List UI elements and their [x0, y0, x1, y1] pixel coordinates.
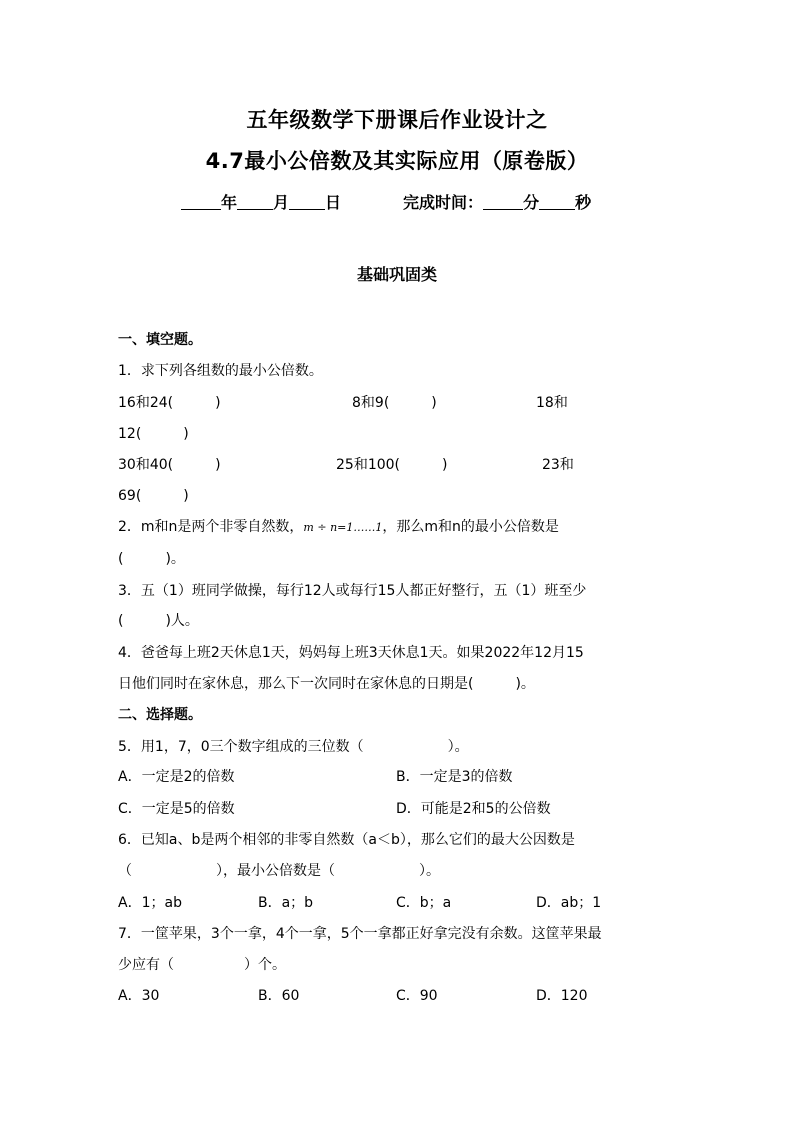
q1-item-30-40: 30和40( ): [118, 457, 221, 473]
second-label: 秒: [575, 193, 592, 212]
q7-option-a[interactable]: A．30: [118, 988, 160, 1004]
part1-heading: 一、填空题。: [118, 332, 202, 348]
q1-row-1: [118, 394, 718, 412]
date-time-line: [181, 190, 591, 213]
second-blank[interactable]: [539, 193, 575, 210]
q2-cont: ( )。: [118, 551, 185, 567]
q2-pre: 2．m和n是两个非零自然数，: [118, 519, 304, 535]
q6-option-b[interactable]: B．a；b: [258, 895, 314, 911]
q1-item-25-100: 25和100( ): [336, 457, 448, 473]
q7-option-d[interactable]: D．120: [536, 988, 588, 1004]
q1-row-2-cont: 69( ): [118, 488, 189, 504]
q5-option-b[interactable]: B．一定是3的倍数: [396, 769, 513, 785]
q1-item-8-9: 8和9( ): [352, 395, 437, 411]
q5-options-row-1: [118, 768, 718, 786]
q5-option-a[interactable]: A．一定是2的倍数: [118, 769, 235, 785]
q1-row-2: [118, 456, 718, 474]
q3-text: 3．五（1）班同学做操，每行12人或每行15人都正好整行，五（1）班至少: [118, 583, 587, 599]
q1-item-18: 18和: [536, 395, 568, 411]
q7-option-c[interactable]: C．90: [396, 988, 438, 1004]
q5-text: 5．用1，7，0三个数字组成的三位数（ ）。: [118, 739, 469, 755]
q5-option-d[interactable]: D．可能是2和5的公倍数: [396, 801, 551, 817]
year-label: 年: [221, 193, 238, 212]
q2-text: [118, 518, 559, 537]
title-line-2: 4.7最小公倍数及其实际应用（原卷版）: [205, 149, 589, 173]
q6-text: 6．已知a、b是两个相邻的非零自然数（a＜b），那么它们的最大公因数是: [118, 832, 575, 848]
q7-options: [118, 987, 718, 1005]
q4-cont: 日他们同时在家休息，那么下一次同时在家休息的日期是( )。: [118, 676, 535, 692]
q1-row-1-cont: 12( ): [118, 426, 189, 442]
minute-label: 分: [523, 193, 540, 212]
q2-post: ，那么m和n的最小公倍数是: [382, 519, 559, 535]
q6-option-a[interactable]: A．1；ab: [118, 895, 182, 911]
q7-text: 7．一筐苹果，3个一拿，4个一拿，5个一拿都正好拿完没有余数。这筐苹果最: [118, 926, 602, 942]
q5-option-c[interactable]: C．一定是5的倍数: [118, 801, 235, 817]
q6-cont: （ ），最小公倍数是（ ）。: [118, 863, 440, 879]
year-blank[interactable]: [181, 193, 221, 210]
q6-options: [118, 894, 718, 912]
time-label: 完成时间：: [403, 193, 484, 212]
title-line-1: 五年级数学下册课后作业设计之: [246, 108, 548, 132]
q1-text: 1．求下列各组数的最小公倍数。: [118, 363, 323, 379]
section-title: 基础巩固类: [356, 265, 437, 284]
minute-blank[interactable]: [483, 193, 523, 210]
month-label: 月: [273, 193, 290, 212]
q4-text: 4．爸爸每上班2天休息1天，妈妈每上班3天休息1天。如果2022年12月15: [118, 645, 584, 661]
day-label: 日: [325, 193, 342, 212]
part2-heading: 二、选择题。: [118, 707, 202, 723]
q5-options-row-2: [118, 800, 718, 818]
q7-cont: 少应有（ ）个。: [118, 957, 286, 973]
q6-option-c[interactable]: C．b；a: [396, 895, 452, 911]
day-blank[interactable]: [289, 193, 325, 210]
q3-cont: ( )人。: [118, 613, 199, 629]
q1-item-23: 23和: [542, 457, 574, 473]
q7-option-b[interactable]: B．60: [258, 988, 300, 1004]
q1-item-16-24: 16和24( ): [118, 395, 221, 411]
q6-option-d[interactable]: D．ab；1: [536, 895, 602, 911]
month-blank[interactable]: [237, 193, 273, 210]
q2-math: m ÷ n=1……1: [303, 521, 383, 534]
